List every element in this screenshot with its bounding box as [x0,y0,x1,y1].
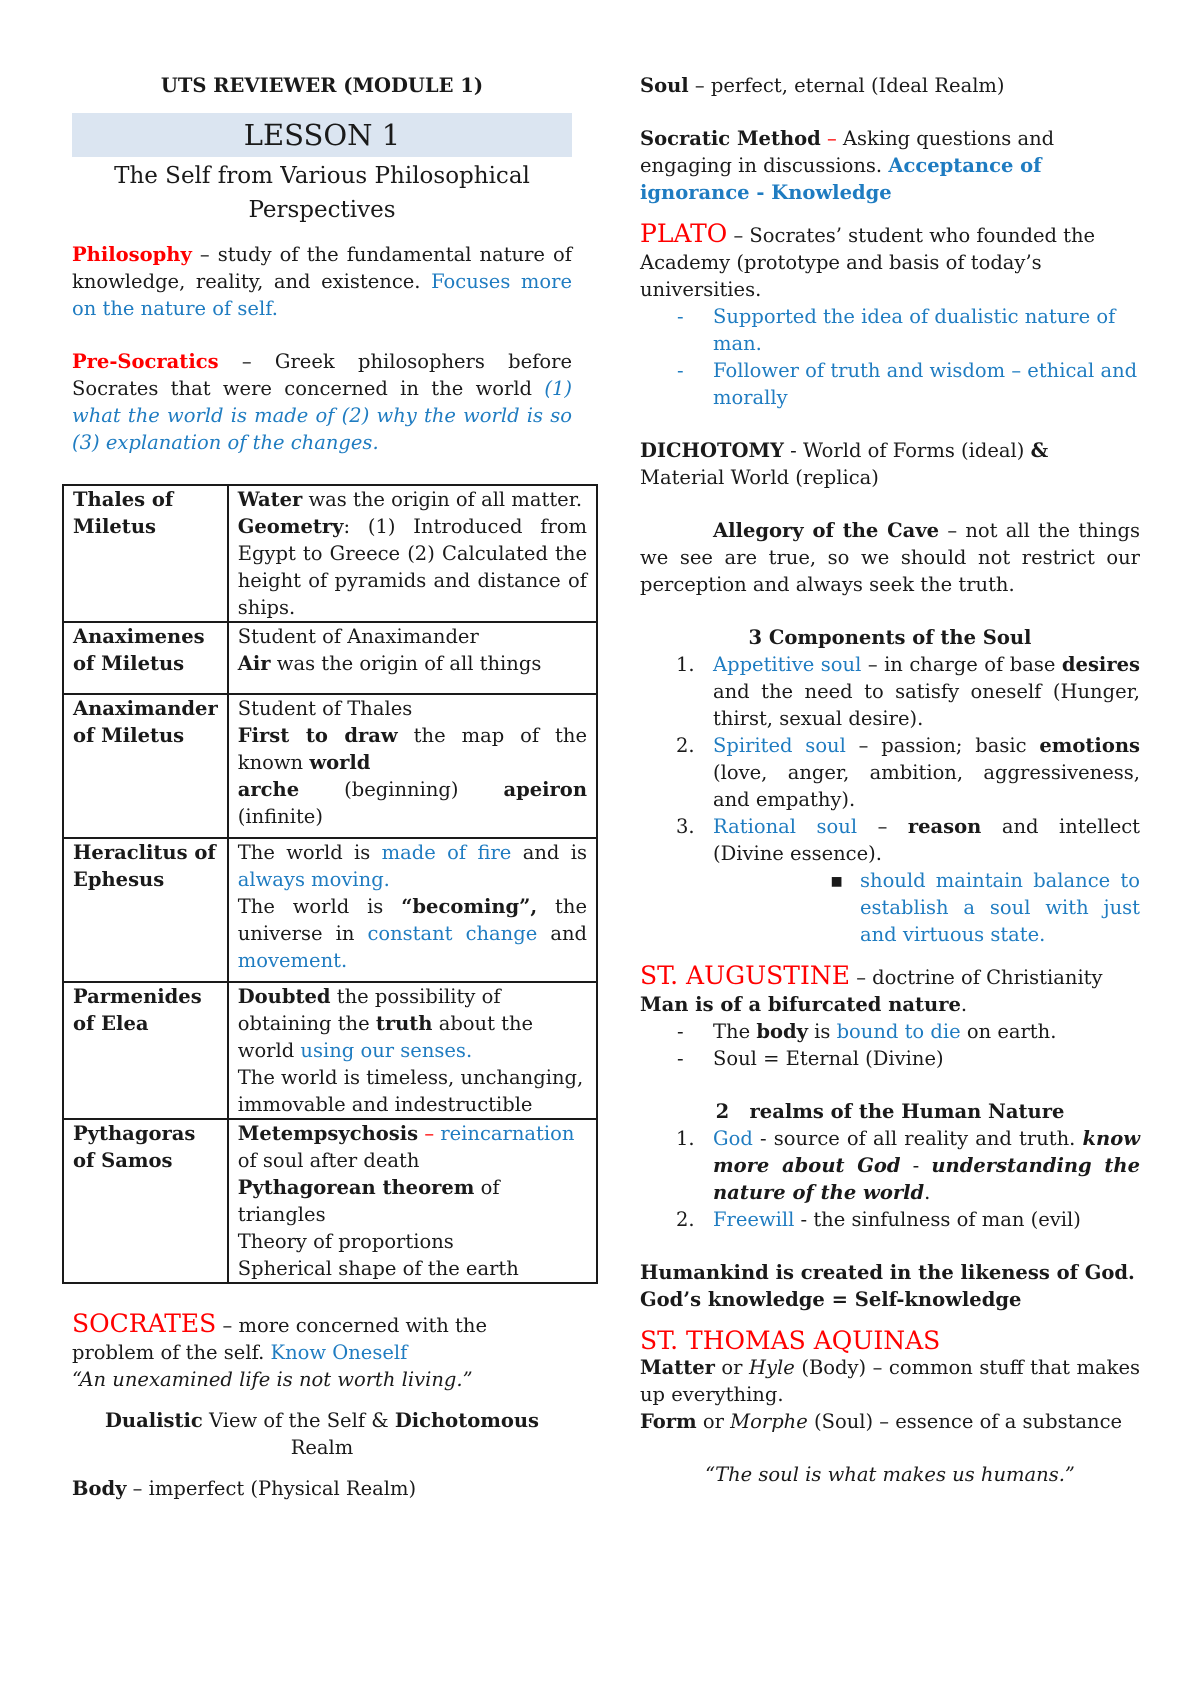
detail-text: (infinite) [237,805,323,828]
knowledge-statement: God’s knowledge = Self-knowledge [640,1288,1022,1311]
detail-text: Spherical shape of the earth [237,1257,519,1280]
keyword: truth [375,1012,433,1035]
detail-text: the universe in [237,895,587,945]
keyword: “becoming”, [401,895,538,918]
term-italic: Hyle [749,1356,795,1379]
detail-text: Material World (replica) [640,466,879,489]
presocratics-list: (1) what the world is made of (2) why the world is so (3) explanation of the changes. [72,377,572,454]
philosophy-definition [72,241,572,322]
detail-text: - source of all reality and truth. [752,1127,1083,1150]
keyword: Man is of a bifurcated nature [640,993,961,1016]
highlight-text: always moving. [237,868,390,891]
detail-text: (Body) – common stuff that makes up everything. [640,1356,1140,1406]
keyword: Dualistic [104,1409,203,1432]
list-item [676,651,1140,732]
list-number: 3. [676,815,695,838]
list-item [713,1018,1140,1045]
detail-text: The world is [237,841,382,864]
presocratics-term: Pre-Socratics [72,350,219,373]
allegory-definition [640,517,1140,598]
keyword: Soul [640,74,689,97]
keyword: Allegory of the Cave [713,519,940,542]
dash: – [418,1122,441,1145]
philosopher-details [228,1119,597,1283]
augustine-heading: ST. AUGUSTINE [640,961,850,990]
dash: – [820,127,843,150]
detail-text: and the need to satisfy oneself (Hunger, thirst, sexual desire). [713,680,1140,730]
philosophy-def-text: – study of the fundamental nature of knowledge, reality, and existence. [72,243,572,293]
matter-definition [640,1354,1140,1408]
detail-text: (beginning) [344,778,459,801]
philosophy-focus: Focuses more on the nature of self. [72,270,573,320]
detail-text: or [696,1410,731,1433]
keyword: Water [237,488,303,511]
aquinas-quote: “The soul is what makes us humans.” [705,1463,1075,1486]
highlight-text: God [713,1127,753,1150]
detail-text: – passion; basic [845,734,1040,757]
detail-text: View of the Self & [202,1409,395,1432]
detail-text: the map of the known [237,724,587,774]
detail-text: of soul after death [237,1149,420,1172]
term-italic: Morphe [730,1410,808,1433]
keyword: First to draw [237,724,398,747]
detail-text: The [713,1020,757,1043]
keyword: world [309,751,371,774]
presocratics-definition [72,348,572,456]
highlight-text: Freewill [713,1208,795,1231]
keyword: understanding the nature of the world [713,1154,1140,1204]
arche-apeiron-line [238,776,587,803]
philosophy-term: Philosophy [72,243,192,266]
detail-text: . [960,993,968,1016]
detail-text: - the sinfulness of man (evil) [794,1208,1081,1231]
detail-text: about the world [237,1012,534,1062]
detail-text: was the origin of all matter. [302,488,583,511]
keyword: Matter [640,1356,715,1379]
table-row [63,485,597,622]
list-number: 1. [676,1127,695,1150]
highlight-text: Rational soul [713,815,858,838]
highlight-text: movement. [237,949,348,972]
lesson-banner: LESSON 1 [72,113,572,157]
detail-text: – not all the things we see are true, so we should not restrict our perception and always seek the truth. [640,519,1141,596]
detail-text: Student of Thales [237,697,413,720]
detail-text: Theory of proportions [237,1230,454,1253]
highlight-text: Spirited soul [713,734,846,757]
detail-text: : (1) Introduced from Egypt to Greece (2) Calculated the height of pyramids and distance of ships. [237,515,587,619]
soul-components-list [640,651,1140,867]
detail-text: Realm [290,1436,354,1459]
keyword: Geometry [237,515,344,538]
table-row [63,1119,597,1283]
subtitle-line-1: The Self from Various Philosophical [114,163,530,189]
likeness-statement: Humankind is created in the likeness of God. [640,1261,1135,1284]
augustine-bullets [640,1018,1140,1072]
philosopher-name: Parmenides of Elea [63,982,228,1119]
list-item [676,1206,1140,1233]
table-row [63,694,597,838]
ampersand: & [1030,439,1049,462]
philosopher-name: Anaximander of Miletus [63,694,228,838]
detail-text: – in charge of base [861,653,1062,676]
document-title: UTS REVIEWER (MODULE 1) [160,74,484,97]
detail-text: and intellect (Divine essence). [713,815,1140,865]
keyword: desires [1061,653,1140,676]
detail-text: and [537,922,587,945]
plato-heading: PLATO [640,219,728,248]
highlight-text: bound to die [836,1020,961,1043]
socratic-method [640,125,1140,206]
dualistic-view [72,1407,572,1461]
highlight-text: Acceptance of ignorance - Knowledge [640,154,1042,204]
detail-text: Student of Anaximander [237,625,479,648]
keyword: DICHOTOMY [640,439,784,462]
detail-text: or [714,1356,750,1379]
form-definition [640,1408,1140,1435]
highlight-text: Appetitive soul [713,653,862,676]
components-title: 3 Components of the Soul [748,626,1032,649]
philosopher-details [228,485,597,622]
philosopher-name: Heraclitus of Ephesus [63,838,228,982]
keyword: Air [237,652,271,675]
augustine-section [640,962,1140,991]
detail-text: – imperfect (Physical Realm) [126,1477,417,1500]
keyword: Body [72,1477,127,1500]
detail-text: Asking questions and engaging in discussions. [640,127,1055,177]
keyword: reason [907,815,982,838]
list-item: - Supported the idea of dualistic nature of man. [713,303,1140,357]
highlight-text: constant change [367,922,538,945]
detail-text: is [807,1020,837,1043]
socrates-def: – more concerned with the problem of the self. [72,1314,487,1364]
know-oneself: Know Oneself [270,1341,408,1364]
philosophers-table [62,484,598,1284]
keyword: Doubted [237,985,331,1008]
lesson-subtitle [72,159,572,227]
table-row [63,838,597,982]
highlight-text: using our senses. [300,1039,473,1062]
list-number: 2. [676,734,695,757]
dichotomy-definition [640,437,1140,491]
balance-list [640,867,1140,948]
keyword: apeiron [503,778,587,801]
detail-text: (Soul) – essence of a substance [807,1410,1123,1433]
right-column [640,72,1140,1488]
highlight-text: reincarnation [440,1122,575,1145]
detail-text: on earth. [960,1020,1057,1043]
philosopher-name: Thales of Miletus [63,485,228,622]
detail-text: - World of Forms (ideal) [783,439,1031,462]
philosopher-details [228,838,597,982]
detail-text: The world is timeless, unchanging, immovable and indestructible [237,1066,584,1116]
table-row [63,622,597,694]
soul-definition [640,72,1140,99]
socrates-section [72,1310,572,1366]
detail-text: (love, anger, ambition, aggressiveness, and empathy). [713,761,1140,811]
socrates-quote: “An unexamined life is not worth living.” [72,1368,473,1391]
plato-section [640,220,1140,303]
list-item [676,1125,1140,1206]
keyword: Form [640,1410,697,1433]
table-row [63,982,597,1119]
detail-text: of triangles [237,1176,500,1226]
detail-text: the possibility of obtaining the [237,985,501,1035]
detail-text: . [924,1181,931,1204]
keyword: Dichotomous [394,1409,539,1432]
list-number: 1. [676,653,695,676]
list-item: - Follower of truth and wisdom – ethical and morally [713,357,1140,411]
list-number: 2. [676,1208,695,1231]
list-item [676,813,1140,867]
plato-def: – Socrates’ student who founded the Academy (prototype and basis of today’s universities. [640,224,1096,301]
philosopher-details [228,622,597,694]
left-column [72,72,587,1502]
subtitle-line-2: Perspectives [248,197,396,223]
keyword: Metempsychosis [237,1122,419,1145]
philosopher-name: Anaximenes of Miletus [63,622,228,694]
keyword: know more about God [713,1127,1140,1177]
dash: – [857,815,908,838]
realms-list [640,1125,1140,1233]
presocratics-def-text: – Greek philosophers before Socrates that were concerned in the world [72,350,572,400]
detail-text: - [900,1154,932,1177]
keyword: body [756,1020,808,1043]
detail-text: The world is [237,895,402,918]
body-definition [72,1475,572,1502]
plato-bullets [640,303,1140,411]
keyword: arche [237,778,300,801]
list-item: ▪ should maintain balance to establish a soul with just and virtuous state. [860,867,1140,948]
socrates-heading: SOCRATES [72,1309,217,1338]
detail-text: – perfect, eternal (Ideal Realm) [688,74,1005,97]
augustine-def: – doctrine of Christianity [850,966,1103,989]
highlight-text: made of fire [381,841,512,864]
aquinas-heading: ST. THOMAS AQUINAS [640,1326,941,1355]
philosopher-details [228,982,597,1119]
keyword: Socratic Method [640,127,821,150]
list-item: - Soul = Eternal (Divine) [713,1045,1140,1072]
realms-title: 2 realms of the Human Nature [715,1100,1065,1123]
list-item [676,732,1140,813]
detail-text: was the origin of all things [270,652,542,675]
philosopher-details [228,694,597,838]
philosopher-name: Pythagoras of Samos [63,1119,228,1283]
bifurcated-line [640,991,1140,1018]
keyword: Pythagorean theorem [237,1176,475,1199]
keyword: emotions [1039,734,1140,757]
detail-text: and is [511,841,587,864]
